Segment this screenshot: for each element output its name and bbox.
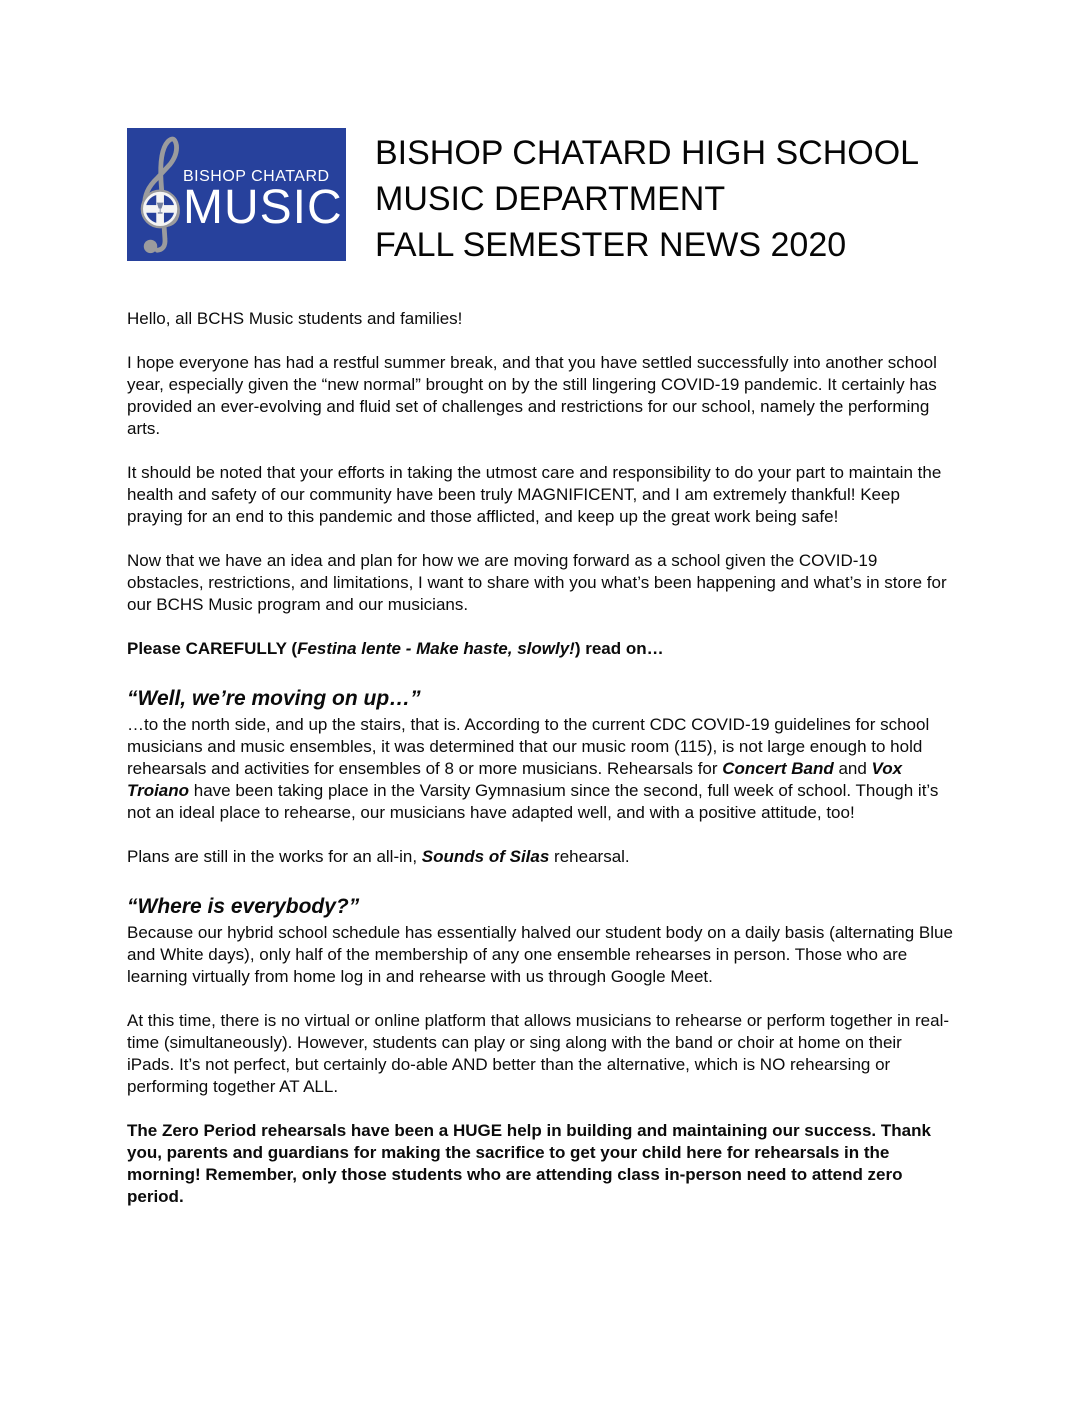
text-run: ) read on… (574, 639, 664, 658)
text-run: Hello, all BCHS Music students and families! (127, 309, 463, 328)
paragraph (127, 352, 953, 440)
text-run: and (833, 759, 872, 778)
title-line-3: FALL SEMESTER NEWS 2020 (375, 226, 847, 264)
text-run: Please CAREFULLY ( (127, 639, 298, 658)
paragraph (127, 1120, 953, 1208)
paragraph (127, 1010, 953, 1098)
logo-bishop-chatard-music (127, 128, 346, 261)
text-run: Plans are still in the works for an all-in, (127, 847, 422, 866)
logo-music-label: MUSIC (183, 181, 343, 234)
text-run: The Zero Period rehearsals have been a HUGE help in building and maintaining our success. Thank you, parents and guardians for making the sacrifice to get your child here for rehearsals in the morning! Remember, only those students who are attending class in-person need to attend zero period. (127, 1121, 931, 1206)
page-title (375, 130, 919, 268)
section-heading: “Where is everybody?” (127, 895, 360, 918)
text-run: I hope everyone has had a restful summer break, and that you have settled successfully into another school year, especially given the “new normal” brought on by the still lingering COVID-19 pandemic. It certainly has provided an ever-evolving and fluid set of challenges and restrictions for our school, namely the performing arts. (127, 353, 937, 438)
text-run: …to the north side, and up the stairs, that is. According to the current CDC COVID-19 guidelines for school musicians and music ensembles, it was determined that our music room (115), is not large enough to hold rehearsals and activities for ensembles of 8 or more musicians. Rehearsals for (127, 715, 930, 778)
text-run: rehearsal. (549, 847, 630, 866)
text-run: At this time, there is no virtual or online platform that allows musicians to rehearse or perform together in real-time (simultaneously). However, students can play or sing along with the band or choir at home on their iPads. It’s not perfect, but certainly do-able AND better than the alternative, which is NO rehearsing or performing together AT ALL. (127, 1011, 950, 1096)
title-line-1: BISHOP CHATARD HIGH SCHOOL (375, 134, 920, 172)
text-run: Because our hybrid school schedule has essentially halved our student body on a daily basis (alternating Blue and White days), only half of the membership of any one ensemble rehearses in person. Those who are learning virtually from home log in and rehearse with us through Google Meet. (127, 923, 953, 986)
logo-text (183, 168, 343, 234)
logo-school-name: BISHOP CHATARD (183, 168, 330, 185)
paragraph (127, 638, 953, 660)
paragraph (127, 846, 953, 868)
text-run: Sounds of Silas (421, 847, 550, 866)
section-heading: “Well, we’re moving on up…” (127, 687, 421, 710)
text-run: Vox Troiano (127, 759, 903, 800)
newsletter-body (127, 308, 953, 1208)
paragraph (127, 462, 953, 528)
text-run: It should be noted that your efforts in taking the utmost care and responsibility to do your part to maintain the health and safety of our community have been truly MAGNIFICENT, and I am extremely thankful! Keep praying for an end to this pandemic and those afflicted, and keep up the great work being safe! (127, 463, 942, 526)
text-run: Concert Band (722, 759, 834, 778)
header (127, 128, 953, 268)
text-run: have been taking place in the Varsity Gymnasium since the second, full week of school. Though it’s not an ideal place to rehearse, our musicians have adapted well, and with a positive attitude, too! (127, 781, 939, 822)
paragraph (127, 922, 953, 988)
text-run: Now that we have an idea and plan for how we are moving forward as a school given the COVID-19 obstacles, restrictions, and limitations, I want to share with you what’s been happening and what’s in store for our BCHS Music program and our musicians. (127, 551, 947, 614)
paragraph (127, 308, 953, 330)
paragraph (127, 550, 953, 616)
text-run: Festina lente - Make haste, slowly! (297, 639, 575, 658)
title-line-2: MUSIC DEPARTMENT (375, 180, 726, 218)
paragraph (127, 714, 953, 824)
school-crest-icon (142, 191, 179, 228)
